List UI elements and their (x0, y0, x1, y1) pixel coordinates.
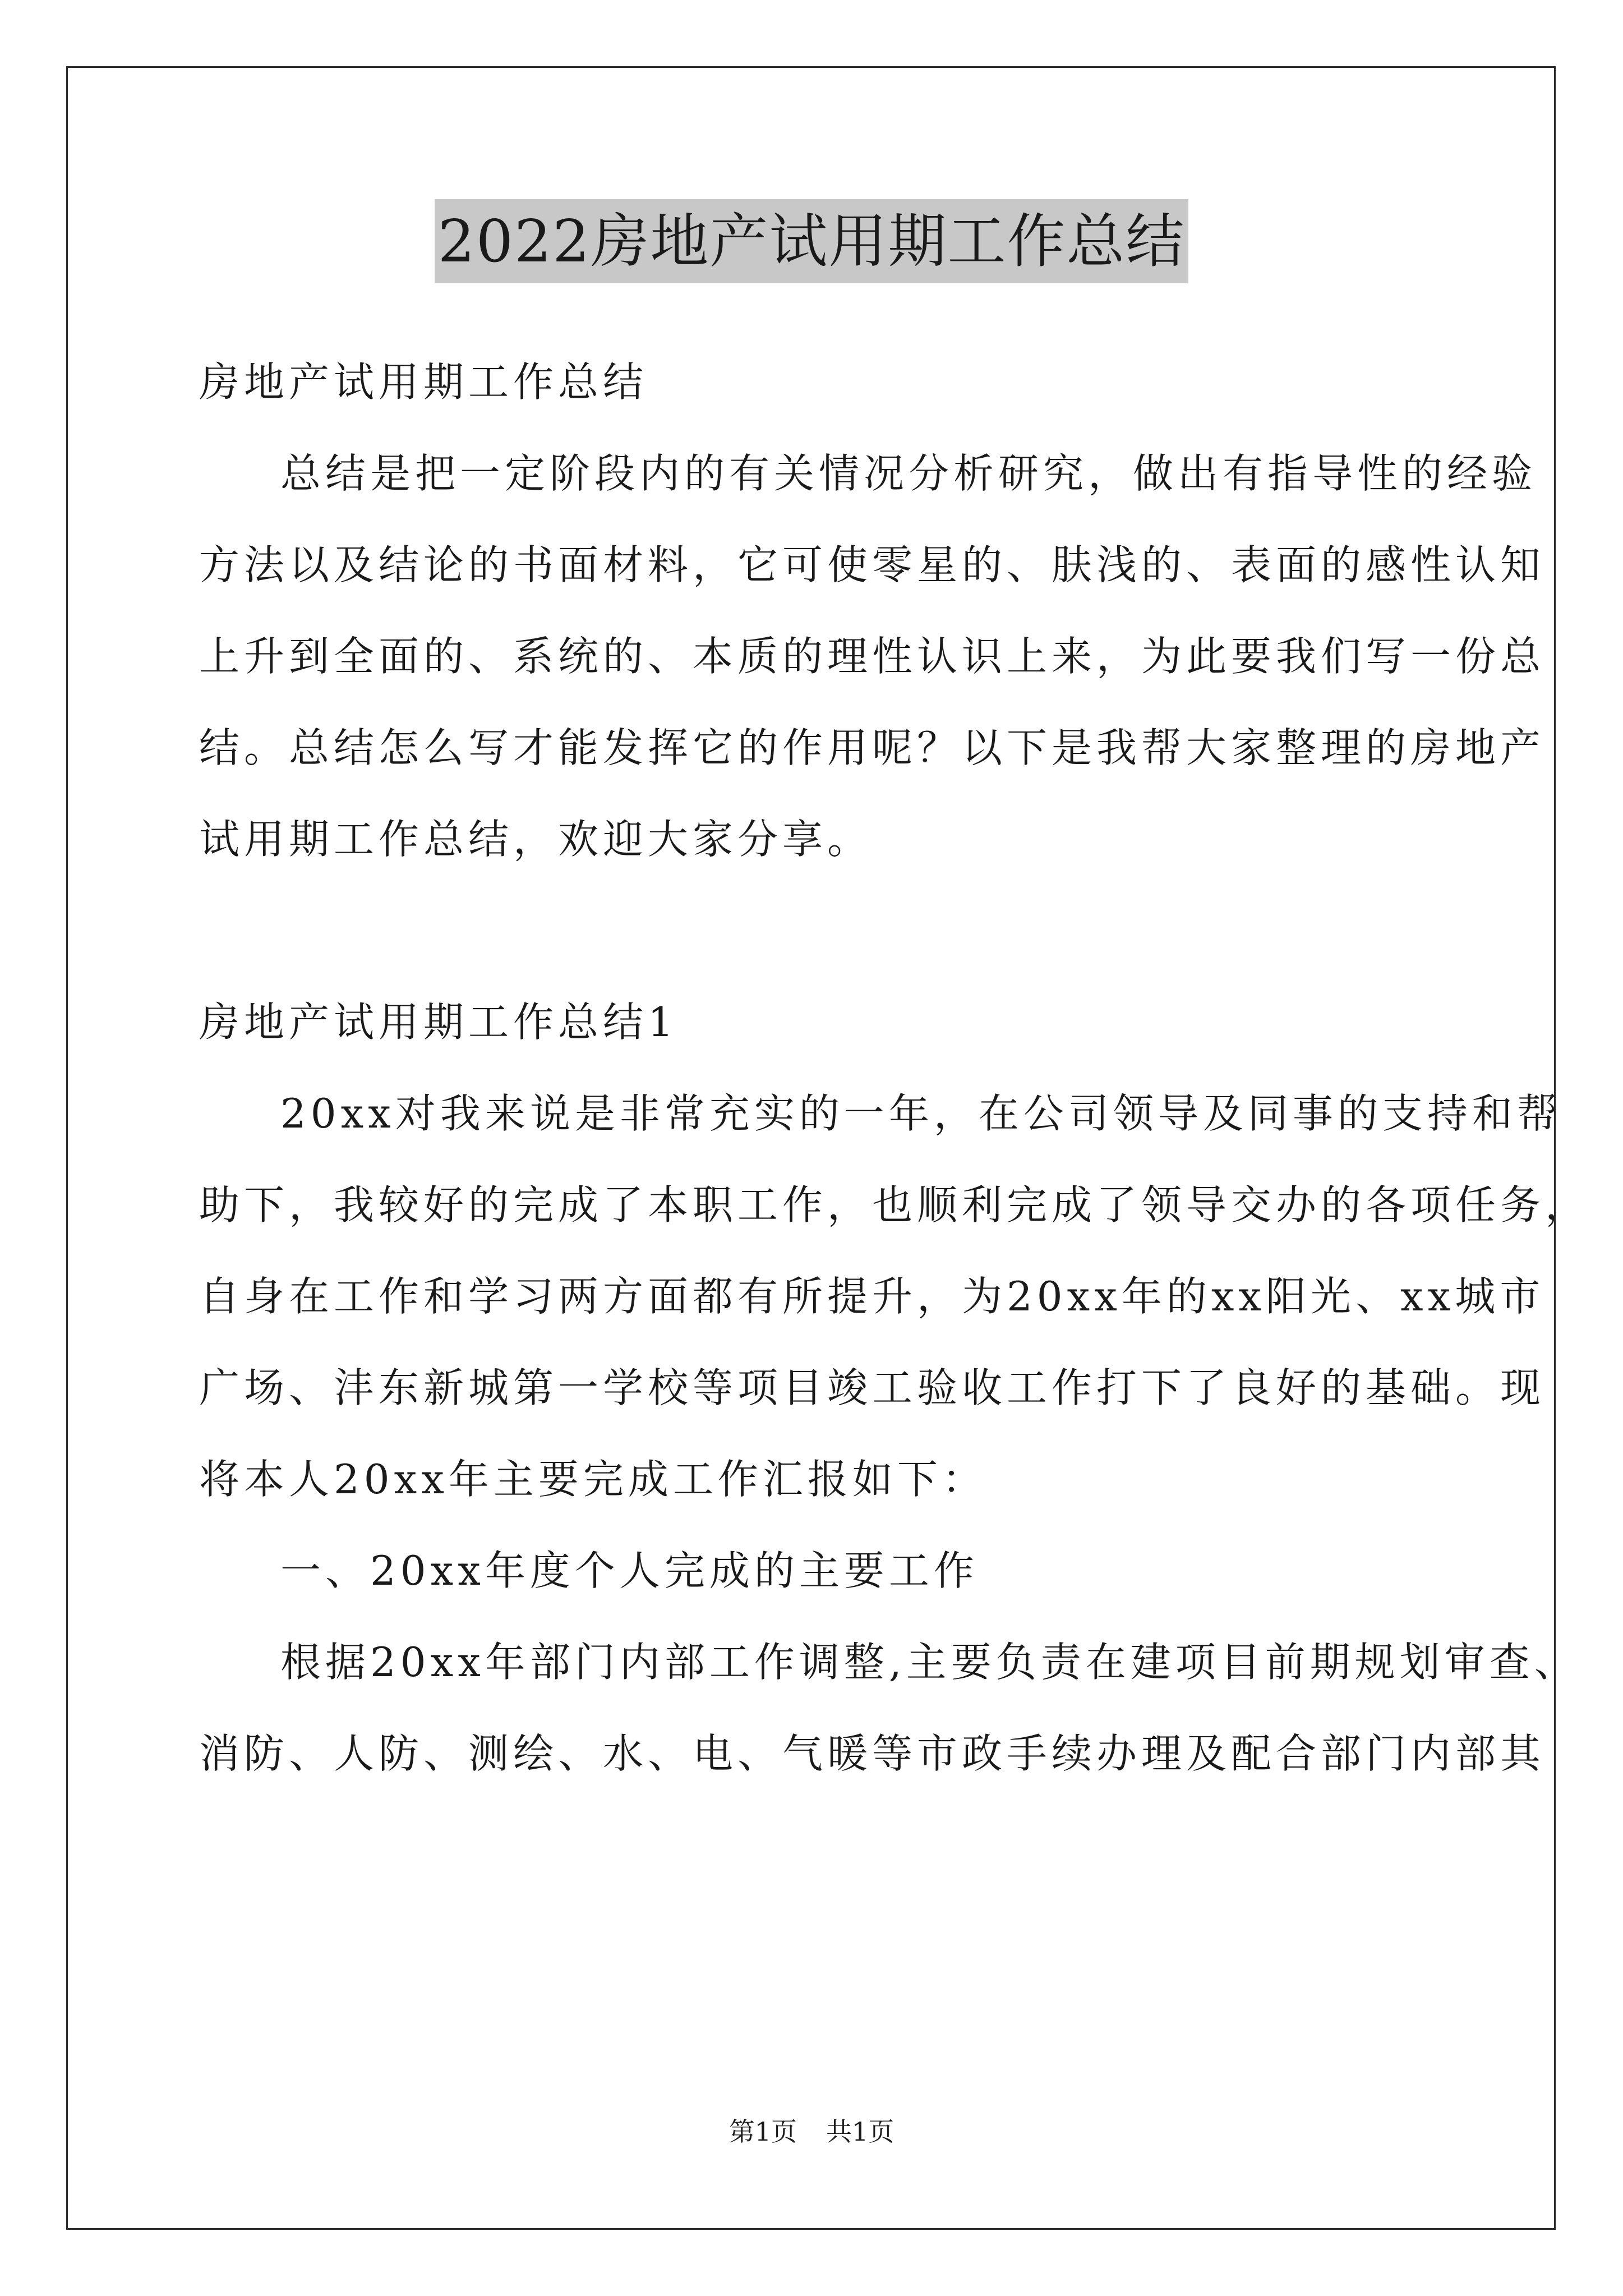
paragraph-line: 方法以及结论的书面材料，它可使零星的、肤浅的、表面的感性认知 (199, 541, 1546, 588)
paragraph-line: 结。总结怎么写才能发挥它的作用呢？以下是我帮大家整理的房地产 (199, 724, 1546, 771)
paragraph-line: 广场、沣东新城第一学校等项目竣工验收工作打下了良好的基础。现 (199, 1364, 1546, 1411)
page-total: 共1页 (826, 2116, 895, 2147)
document-title: 2022房地产试用期工作总结 (435, 199, 1189, 283)
paragraph-line: 上升到全面的、系统的、本质的理性认识上来，为此要我们写一份总 (199, 633, 1546, 680)
paragraph-line: 20xx对我来说是非常充实的一年，在公司领导及同事的支持和帮 (280, 1090, 1562, 1137)
page-footer (0, 2115, 1623, 2148)
paragraph-line: 消防、人防、测绘、水、电、气暖等市政手续办理及配合部门内部其 (199, 1730, 1546, 1777)
paragraph-line: 助下，我较好的完成了本职工作，也顺利完成了领导交办的各项任务， (199, 1181, 1590, 1228)
page-number: 第1页 (728, 2116, 797, 2147)
paragraph-line: 根据20xx年部门内部工作调整,主要负责在建项目前期规划审查、 (280, 1639, 1579, 1686)
section-heading: 房地产试用期工作总结1 (199, 999, 678, 1046)
blank-line (199, 885, 1438, 977)
subsection-heading: 一、20xx年度个人完成的主要工作 (280, 1547, 979, 1594)
title-container (0, 199, 1623, 283)
paragraph-line: 总结是把一定阶段内的有关情况分析研究，做出有指导性的经验 (280, 450, 1537, 497)
document-body (199, 337, 1590, 1800)
paragraph-line: 自身在工作和学习两方面都有所提升，为20xx年的xx阳光、xx城市 (199, 1273, 1545, 1320)
section-heading: 房地产试用期工作总结 (199, 358, 648, 406)
paragraph-line: 将本人20xx年主要完成工作汇报如下： (199, 1456, 987, 1503)
paragraph-line: 试用期工作总结，欢迎大家分享。 (199, 816, 873, 863)
